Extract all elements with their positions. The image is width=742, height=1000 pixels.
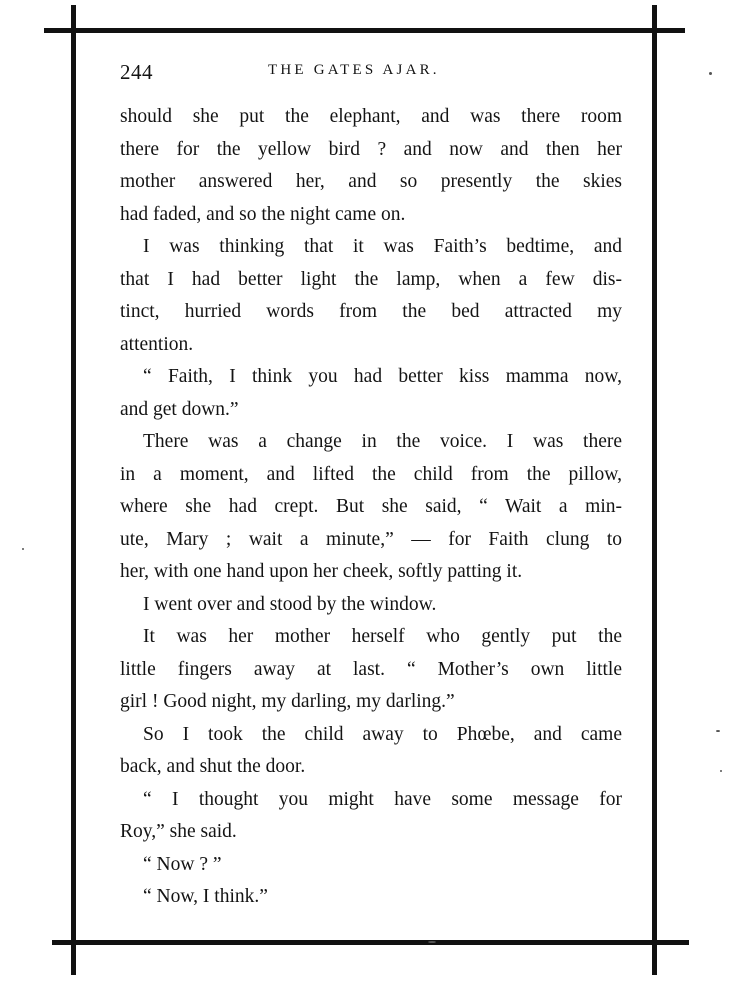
paper-speck <box>720 770 722 772</box>
paper-speck <box>22 548 24 550</box>
text-line: little fingers away at last. “ Mother’s own little <box>120 658 622 680</box>
text-line: in a moment, and lifted the child from the pillow, <box>120 463 622 485</box>
text-line: “ I thought you might have some message for <box>143 788 622 810</box>
text-line: attention. <box>120 333 194 355</box>
text-line: had faded, and so the night came on. <box>120 203 406 225</box>
text-line: Roy,” she said. <box>120 821 237 842</box>
paper-speck <box>709 72 712 75</box>
paper-speck <box>428 941 436 943</box>
text-line: tinct, hurried words from the bed attracted my <box>120 301 622 322</box>
bottom-border-rule <box>52 940 689 945</box>
text-line: girl ! Good night, my darling, my darling.” <box>120 691 455 712</box>
text-line: back, and shut the door. <box>120 756 306 777</box>
text-line: where she had crept. But she said, “ Wait a min- <box>120 496 622 517</box>
text-line: I was thinking that it was Faith’s bedtime, and <box>143 236 622 257</box>
text-line: “ Now, I think.” <box>143 886 268 907</box>
right-border-rule <box>652 5 657 975</box>
text-line: “ Faith, I think you had better kiss mamma now, <box>143 366 622 387</box>
paper-speck <box>716 730 720 732</box>
text-line: “ Now ? ” <box>143 853 222 875</box>
running-title: THE GATES AJAR. <box>268 62 440 78</box>
page-text <box>120 101 622 914</box>
text-line: It was her mother herself who gently put the <box>143 626 622 647</box>
left-border-rule <box>71 5 76 975</box>
text-line: and get down.” <box>120 398 239 420</box>
text-line: I went over and stood by the window. <box>143 593 437 615</box>
text-line: should she put the elephant, and was there room <box>120 106 622 127</box>
text-line: her, with one hand upon her cheek, softly patting it. <box>120 561 523 582</box>
text-line: ute, Mary ; wait a minute,” — for Faith clung to <box>120 528 622 550</box>
page-number: 244 <box>120 60 153 84</box>
text-line: There was a change in the voice. I was there <box>143 431 622 452</box>
text-line: that I had better light the lamp, when a few dis- <box>120 268 622 290</box>
running-head <box>120 58 622 84</box>
text-line: there for the yellow bird ? and now and then her <box>120 138 622 160</box>
text-line: So I took the child away to Phœbe, and came <box>143 723 622 745</box>
text-line: mother answered her, and so presently the skies <box>120 171 622 192</box>
top-border-rule <box>44 28 685 33</box>
